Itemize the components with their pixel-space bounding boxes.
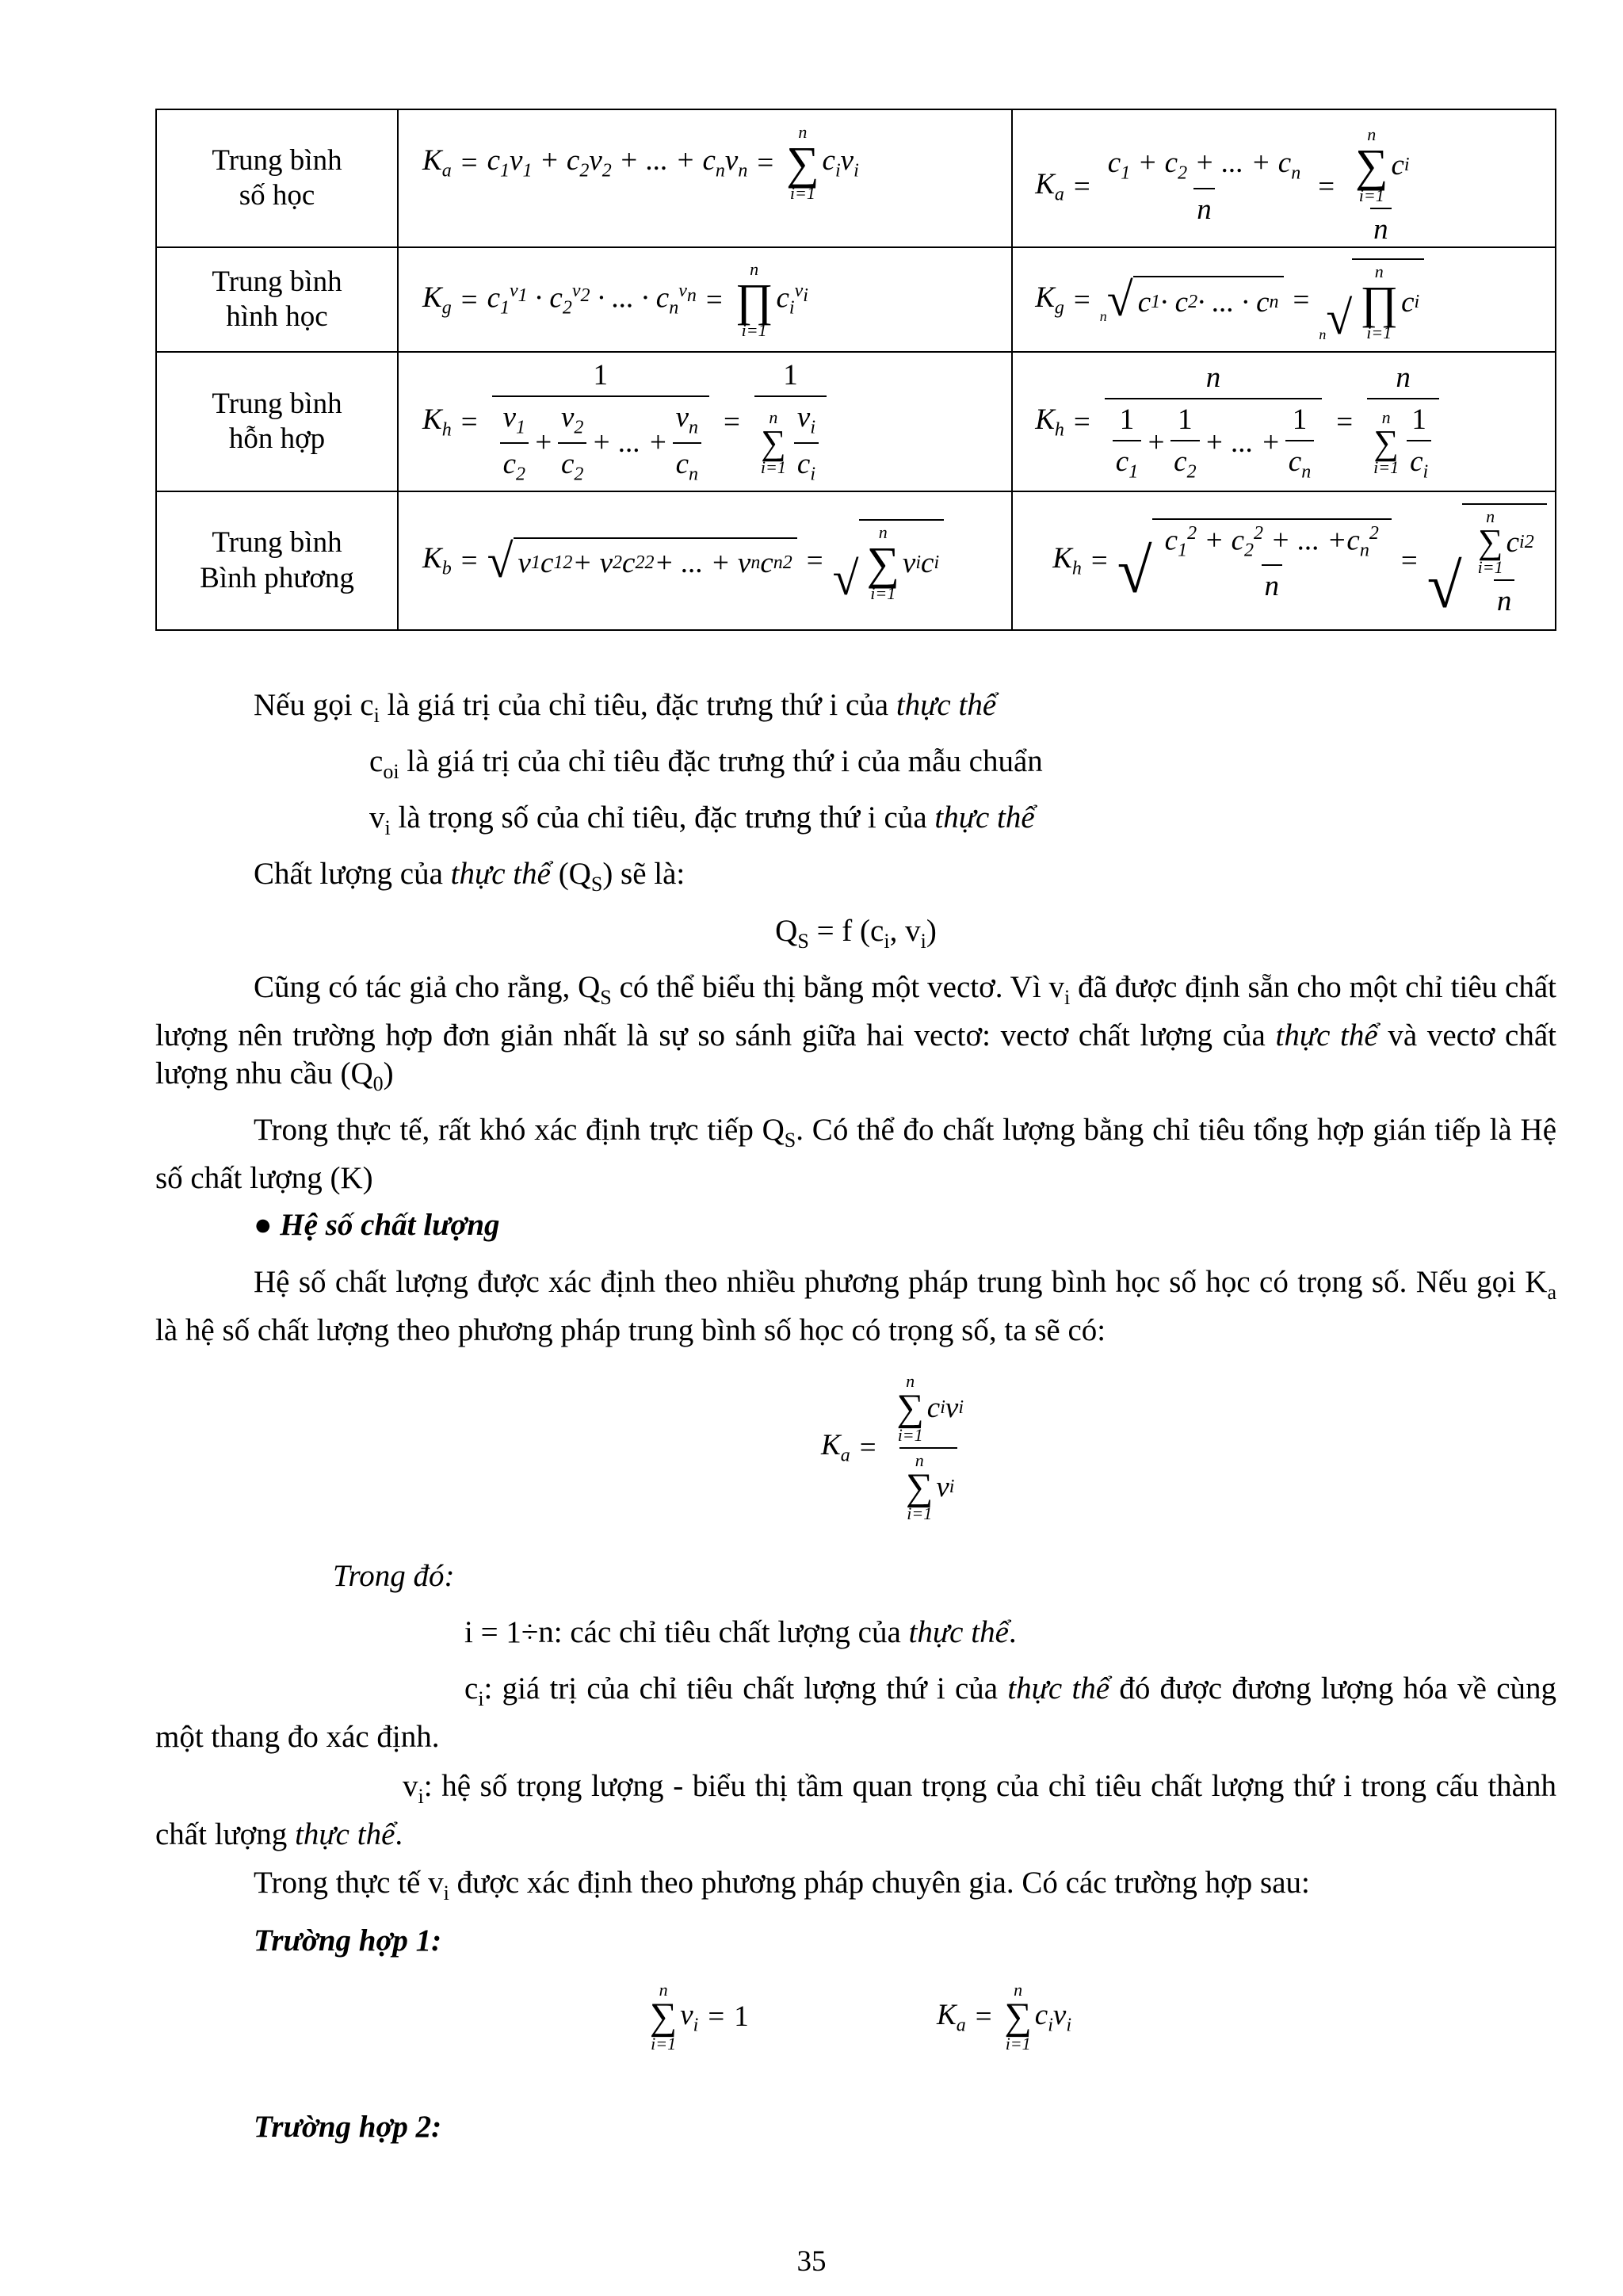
table-row xyxy=(156,247,1556,352)
row-label-line: hình học xyxy=(226,300,328,334)
text: được xác định theo phương pháp chuyên gia. Có các trường hợp sau: xyxy=(449,1866,1310,1900)
page-number: 35 xyxy=(796,2245,827,2278)
text: a xyxy=(1547,1280,1556,1304)
text: Q xyxy=(775,914,798,948)
formula-table xyxy=(155,109,1556,631)
text: là hệ số chất lượng theo phương pháp trung bình số học có trọng số, ta sẽ có: xyxy=(155,1312,1106,1347)
text: i xyxy=(373,703,380,727)
row-label-line: số học xyxy=(239,179,315,212)
where-label: Trong đó: xyxy=(333,1559,455,1593)
text: v xyxy=(369,800,385,835)
row-label-line: Trung bình xyxy=(212,387,342,420)
text: đã được định sẵn cho một chỉ tiêu chất lượng nên trường hợp đơn giản nhất là sự so sánh giữa hai vectơ: vectơ chất lượng của xyxy=(155,970,1556,1052)
weighted-formula-cell xyxy=(398,109,1012,247)
text: và vectơ chất lượng nhu cầu (Q xyxy=(155,1018,1557,1091)
where-item-i xyxy=(464,1614,1017,1652)
text: i xyxy=(384,816,391,839)
text: i xyxy=(443,1881,449,1904)
unweighted-formula-cell xyxy=(1012,109,1556,247)
text: ) sẽ là: xyxy=(602,857,685,891)
definition-ci xyxy=(254,686,996,735)
text: Trong thực tế, rất khó xác định trực tiếp Q xyxy=(254,1113,785,1147)
text: i xyxy=(478,1687,484,1710)
ka-weighted-formula: $K_a$ = n ∑ i=1 c i v i n ∑ i=1 v i xyxy=(821,1371,964,1524)
text: thực thể xyxy=(1275,1018,1378,1052)
text: : giá trị của chỉ tiêu chất lượng thứ i của xyxy=(483,1671,1008,1706)
weighted-formula-cell xyxy=(398,491,1012,630)
text: 0 xyxy=(372,1072,384,1095)
row-label-line: hỗn hợp xyxy=(228,422,326,456)
text: oi xyxy=(383,759,399,783)
paragraph-coefficient xyxy=(155,1263,1556,1350)
text: i xyxy=(418,1784,424,1808)
row-label-line: Trung bình xyxy=(212,265,342,298)
definition-qs xyxy=(254,855,685,904)
text: Chất lượng của xyxy=(254,857,451,891)
formula-quadratic-weighted: $K_b$ = √ v 1 c 1 2 + v 2 c 2 2 + ... + v n c n 2 = √ n ∑ i=1 v i c i xyxy=(399,519,1011,602)
formula-quadratic-simple: $K_h$ = √ $\frac{c_1^2 + c_2^2 + ... +c_n^2}{n}$ = √ n ∑ i=1 c i 2 n xyxy=(1013,503,1555,618)
text: i = 1÷n: các chỉ tiêu chất lượng của xyxy=(464,1615,909,1649)
unweighted-formula-cell xyxy=(1012,491,1556,630)
text: i xyxy=(920,929,926,953)
text: thực thể xyxy=(450,857,551,891)
row-label-line: Bình phương xyxy=(200,561,354,594)
text: thực thể xyxy=(1007,1671,1110,1706)
weighted-formula-cell xyxy=(398,247,1012,352)
text: S xyxy=(784,1128,796,1152)
text: . xyxy=(395,1817,403,1851)
text: . Có thể đo chất lượng bằng chỉ tiêu tổng hợp gián tiếp là Hệ số chất lượng (K) xyxy=(155,1113,1557,1195)
text: i xyxy=(884,929,890,953)
text: S xyxy=(600,985,612,1009)
formula-arithmetic-simple: $K_a$ = $\frac{c_1 + c_2 + ... + c_n}{n}$ = n ∑ i=1 c i n xyxy=(1035,124,1410,246)
where-item-ci xyxy=(155,1670,1556,1756)
formula-geometric-simple: $K_g$ = n √ c 1 · c 2 · ... · c n = n √ n ∏ i=1 c i xyxy=(1013,258,1555,342)
text: thực thể xyxy=(934,800,1035,835)
definition-coi xyxy=(369,743,1043,791)
formula-harmonic-weighted: $K_h$ = 1 $\frac{v_1}{c_2}$ + $\frac{v_2}{c_2}$ + ... + $\frac{v_n}{c_n}$ = 1 n ∑ i=1 $\frac{v_i}{c_i}$ xyxy=(399,358,1011,485)
text: i xyxy=(1064,985,1071,1009)
text: Cũng có tác giả cho rằng, Q xyxy=(254,970,601,1004)
text: là trọng số của chỉ tiêu, đặc trưng thứ i của xyxy=(390,800,935,835)
text: Hệ số chất lượng được xác định theo nhiều phương pháp trung bình học số học có trọng số. Nếu gọi K xyxy=(254,1265,1548,1299)
formula-geometric-weighted: $K_g$ = $c_1^{v_1} \cdot c_2^{v_2}$ · ... · $c_n^{v_n}$ = n ∏ i=1 $c_i^{v_i}$ xyxy=(422,258,808,340)
row-label xyxy=(156,352,398,491)
where-item-vi xyxy=(155,1767,1556,1854)
row-label-line: Trung bình xyxy=(212,526,342,560)
text: : hệ số trọng lượng - biểu thị tầm quan trọng của chỉ tiêu chất lượng thứ i trong cấu thành chất lượng xyxy=(155,1769,1556,1851)
row-label xyxy=(156,491,398,630)
text: là giá trị của chỉ tiêu, đặc trưng thứ i của xyxy=(379,688,896,722)
case-2-heading: Trường hợp 2: xyxy=(254,2110,442,2144)
text: Trong thực tế v xyxy=(254,1866,444,1900)
text: v xyxy=(403,1769,418,1803)
text: có thể biểu thị bằng một vectơ. Vì v xyxy=(611,970,1065,1004)
table-row xyxy=(156,109,1556,247)
definition-vi xyxy=(369,799,1035,847)
text: , v xyxy=(889,914,921,948)
unweighted-formula-cell xyxy=(1012,247,1556,352)
section-heading: ● Hệ số chất lượng xyxy=(254,1208,500,1242)
text: . xyxy=(1008,1615,1017,1649)
paragraph-indirect xyxy=(155,1111,1556,1198)
text: ) xyxy=(926,914,937,948)
text: thực thể xyxy=(908,1615,1009,1649)
text: c xyxy=(369,744,384,778)
weighted-formula-cell xyxy=(398,352,1012,491)
paragraph-vector xyxy=(155,968,1556,1103)
text: là giá trị của chỉ tiêu đặc trưng thứ i của mẫu chuẩn xyxy=(399,744,1043,778)
text: c xyxy=(464,1671,479,1706)
qs-formula xyxy=(155,912,1556,961)
text: đó được đương lượng hóa về cùng một thang đo xác định. xyxy=(155,1671,1556,1754)
table-row xyxy=(156,491,1556,630)
text: thực thể xyxy=(295,1817,395,1851)
text: S xyxy=(590,872,603,896)
case-1-ka-formula: $K_a$ = n ∑ i=1 $c_iv_i$ xyxy=(937,1980,1071,2053)
text: (Q xyxy=(550,857,591,891)
text: ) xyxy=(383,1056,394,1091)
text: S xyxy=(797,929,809,953)
row-label xyxy=(156,109,398,247)
formula-harmonic-simple: $K_h$ = n $\frac{1}{c_1}$ + $\frac{1}{c_2}$ + ... + $\frac{1}{c_n}$ = n n ∑ i=1 $\frac{1}{c_i}$ xyxy=(1013,361,1555,483)
paragraph-expert xyxy=(254,1864,1310,1912)
case-1-sum-formula: n ∑ i=1 $v_i$ = 1 xyxy=(650,1980,749,2053)
unweighted-formula-cell xyxy=(1012,352,1556,491)
text: = f (c xyxy=(808,914,884,948)
table-row xyxy=(156,352,1556,491)
text: Nếu gọi c xyxy=(254,688,374,722)
row-label-line: Trung bình xyxy=(212,143,342,177)
case-1-heading: Trường hợp 1: xyxy=(254,1924,442,1958)
text: thực thể xyxy=(896,688,997,722)
row-label xyxy=(156,247,398,352)
formula-arithmetic-weighted: $K_a$ = $c_1v_1 + c_2v_2$ + ... + $c_nv_n$ = n ∑ i=1 $c_iv_i$ xyxy=(422,121,859,203)
